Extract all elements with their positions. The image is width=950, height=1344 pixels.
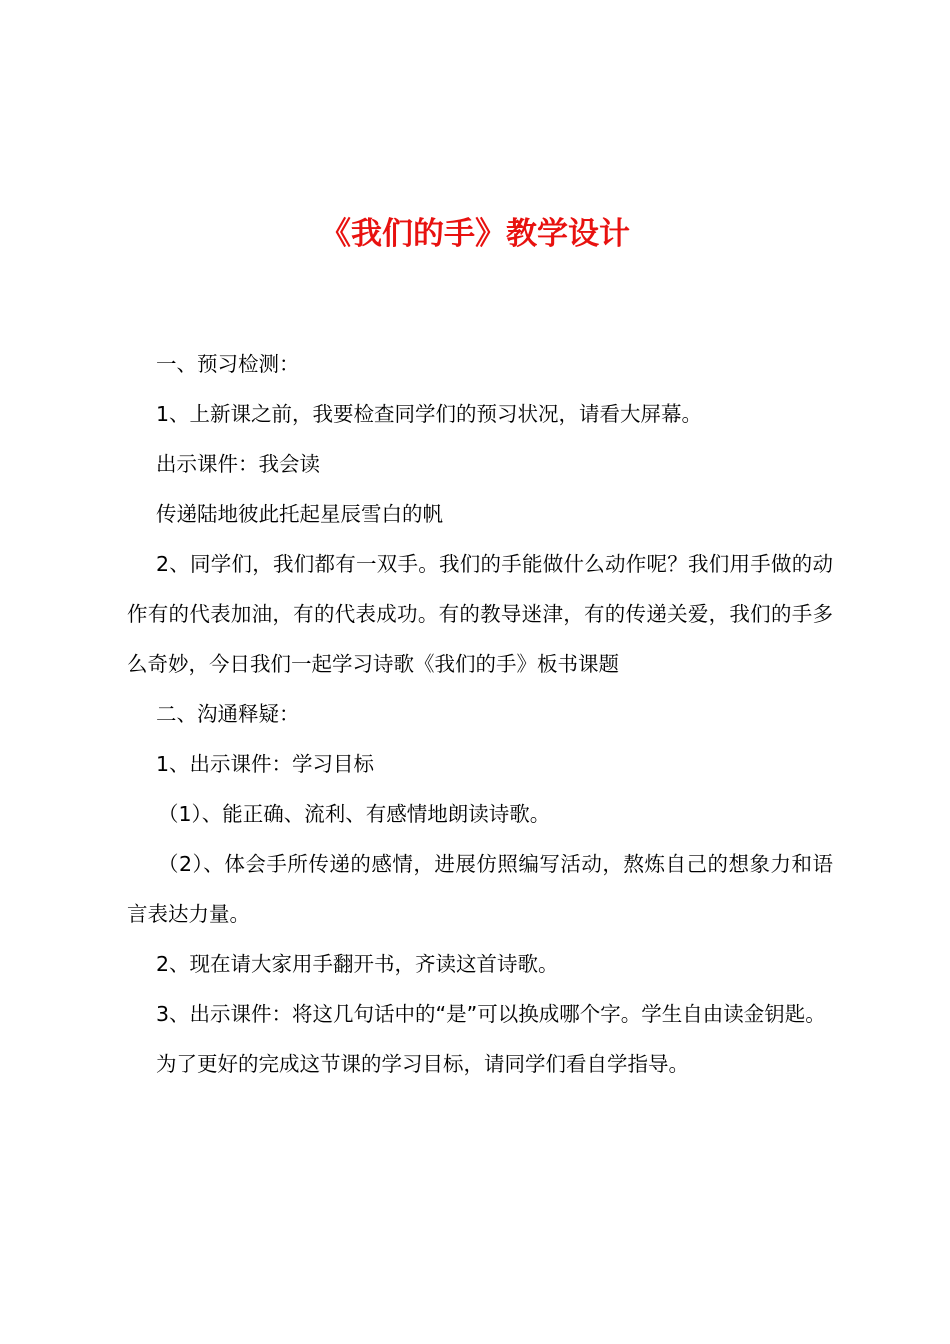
paragraph-goal-2: （2）、体会手所传递的感情，进展仿照编写活动，熬炼自己的想象力和语言表达力量。 bbox=[127, 852, 833, 926]
document-body bbox=[127, 339, 833, 1089]
paragraph-courseware-read: 出示课件：我会读 bbox=[156, 452, 320, 476]
paragraph-vocabulary: 传递陆地彼此托起星辰雪白的帆 bbox=[156, 502, 443, 526]
paragraph-replace-word: 3、出示课件：将这几句话中的“是”可以换成哪个字。学生自由读金钥匙。 bbox=[156, 1002, 826, 1026]
paragraph-goal-1: （1）、能正确、流利、有感情地朗读诗歌。 bbox=[158, 802, 551, 826]
paragraph-learning-goals: 1、出示课件：学习目标 bbox=[156, 752, 375, 776]
section-heading-preview-check: 一、预习检测： bbox=[156, 352, 300, 376]
paragraph-check-preview: 1、上新课之前，我要检查同学们的预习状况，请看大屏幕。 bbox=[156, 402, 703, 426]
paragraph-self-study: 为了更好的完成这节课的学习目标，请同学们看自学指导。 bbox=[156, 1052, 689, 1076]
document-title: 《我们的手》教学设计 bbox=[320, 216, 630, 252]
paragraph-read-poem: 2、现在请大家用手翻开书，齐读这首诗歌。 bbox=[156, 952, 559, 976]
section-heading-discussion: 二、沟通释疑： bbox=[156, 702, 300, 726]
paragraph-hands-intro: 2、同学们，我们都有一双手。我们的手能做什么动作呢？我们用手做的动作有的代表加油，有的代表成功。有的教导迷津，有的传递关爱，我们的手多么奇妙，今日我们一起学习诗歌《我们的手》板书课题 bbox=[127, 552, 833, 676]
